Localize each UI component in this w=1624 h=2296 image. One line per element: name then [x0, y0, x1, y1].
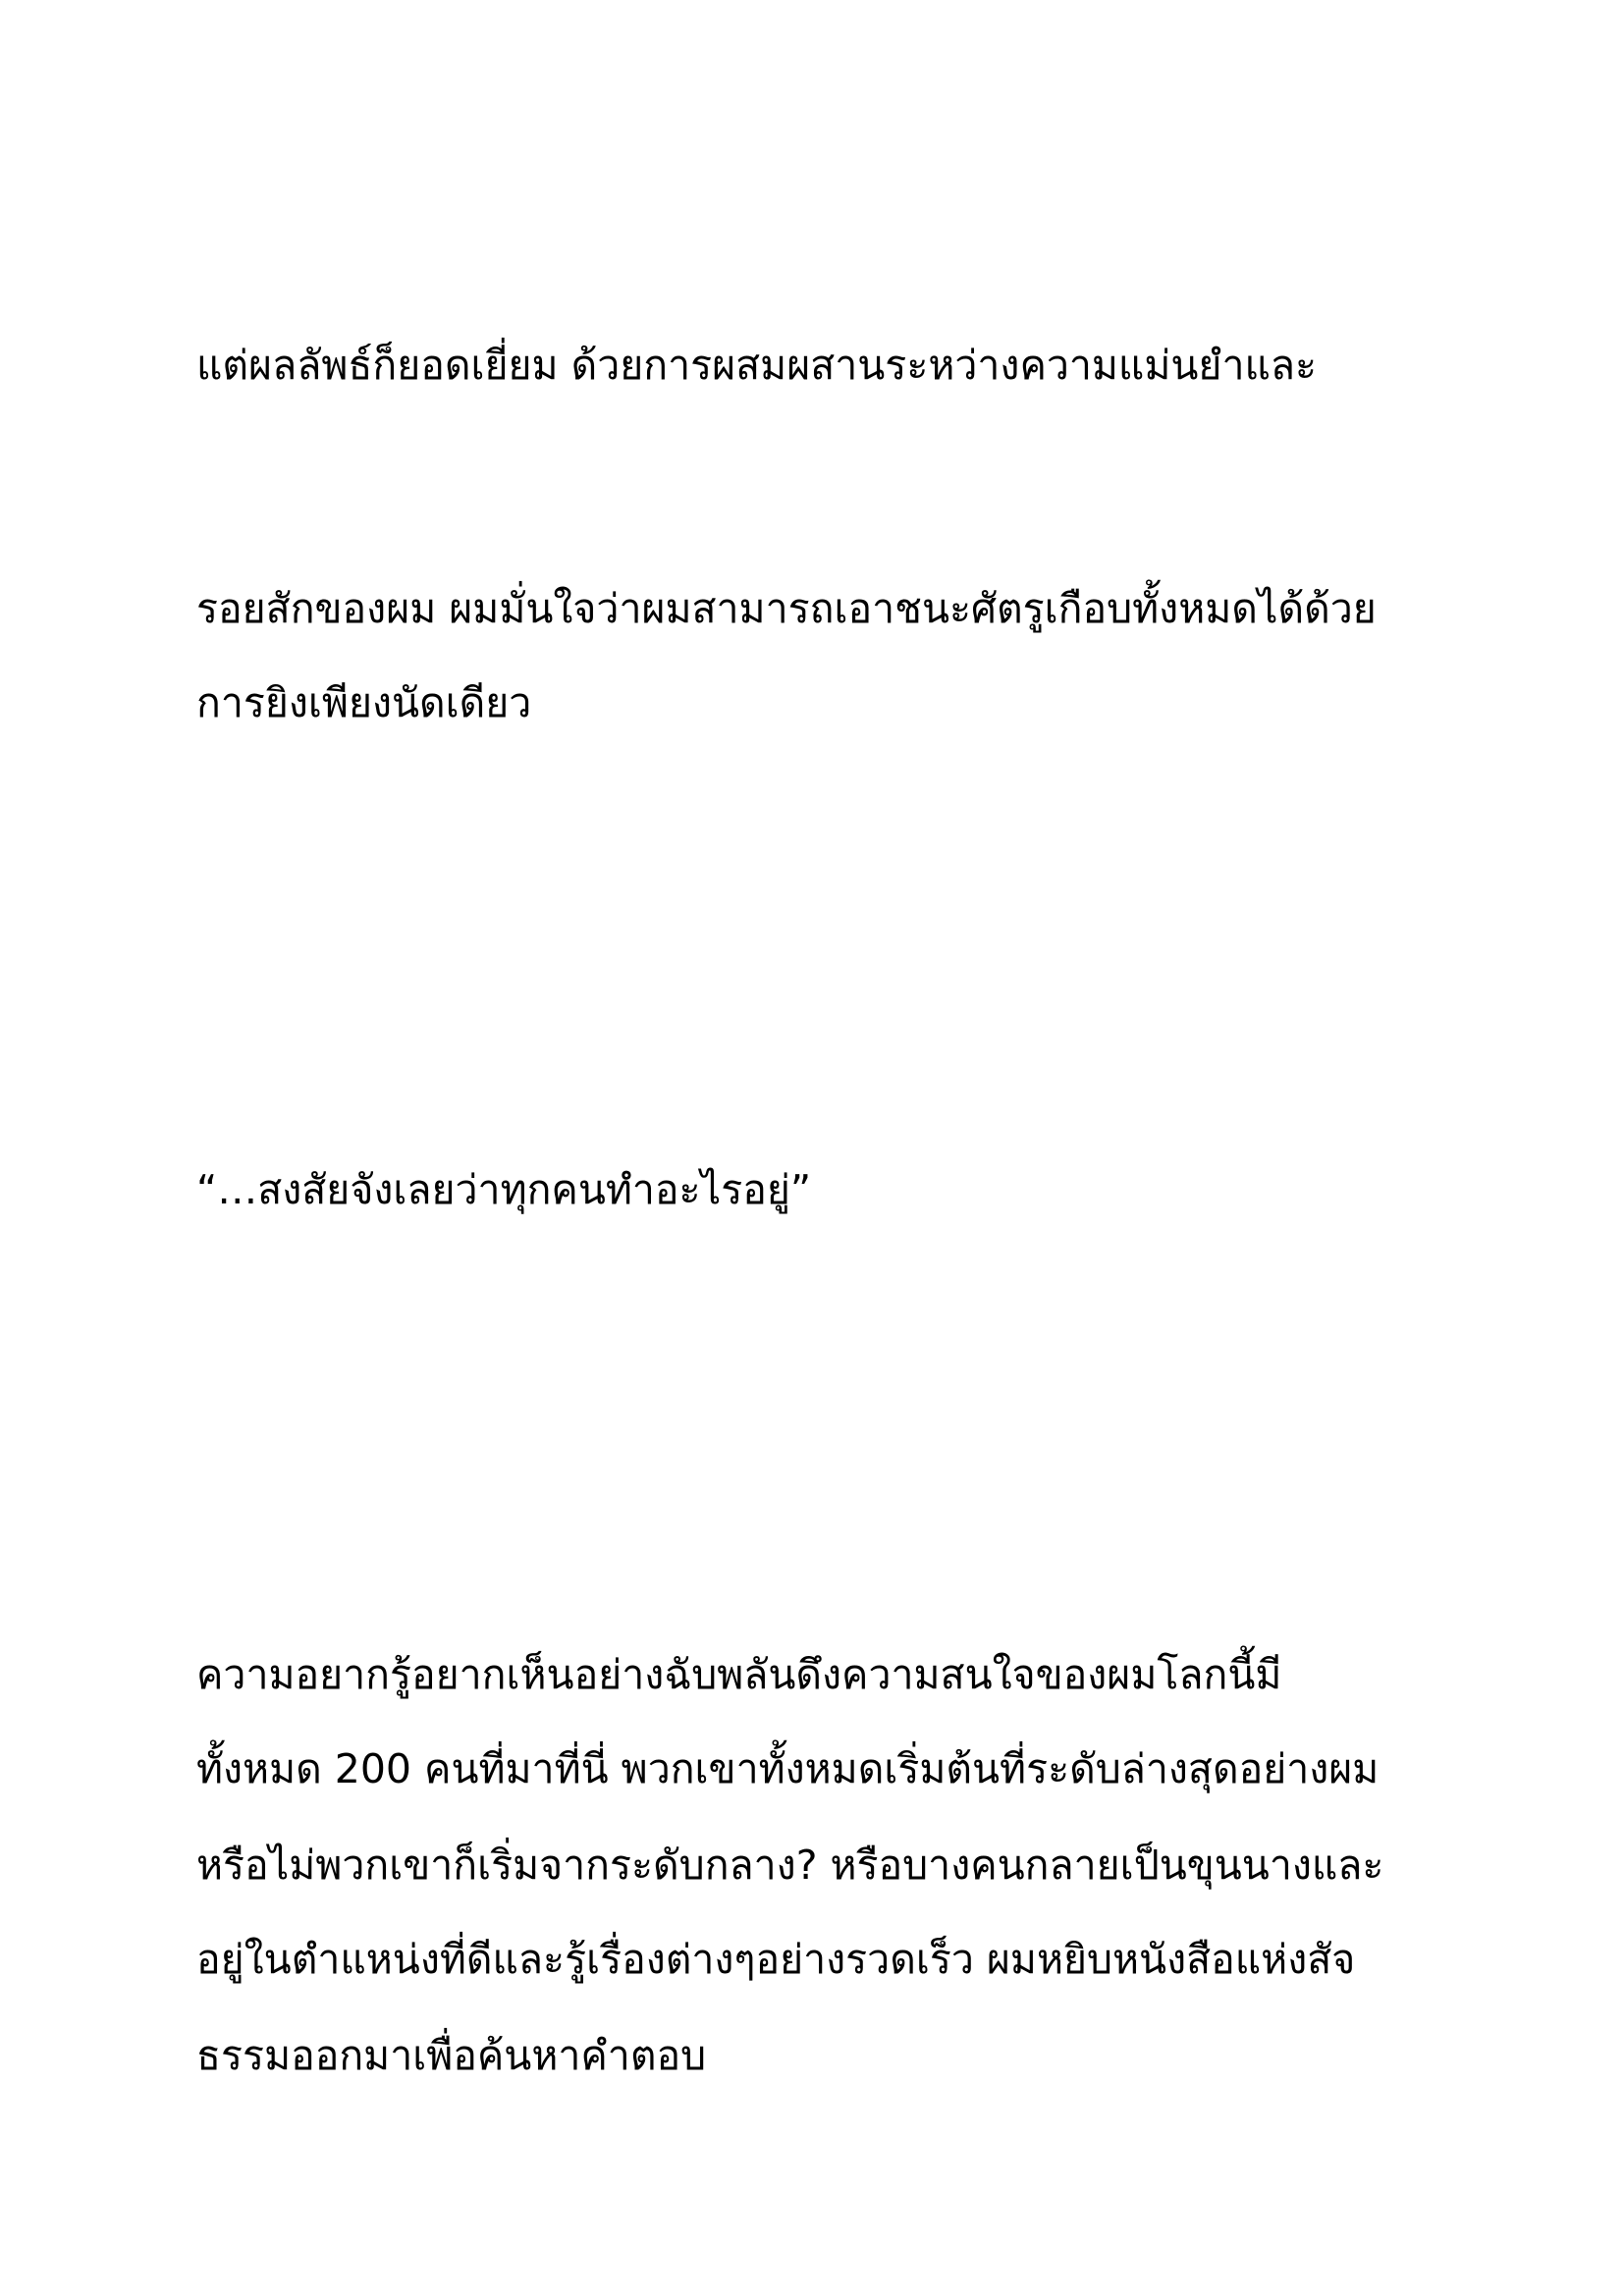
dialogue-line: “…สงสัยจังเลยว่าทุกคนทำอะไรอยู่” — [196, 1166, 812, 1213]
paragraph-3-line-2: ทั้งหมด 200 คนที่มาที่นี่ พวกเขาทั้งหมดเริ่มต้นที่ระดับล่างสุดอย่างผม — [196, 1745, 1380, 1792]
paragraph-3-line-3: หรือไม่พวกเขาก็เริ่มจากระดับกลาง? หรือบางคนกลายเป็นขุนนางและ — [196, 1842, 1384, 1889]
paragraph-3-line-4: อยู่ในตำแหน่งที่ดีและรู้เรื่องต่างๆอย่างรวดเร็ว ผมหยิบหนังสือแห่งสัจ — [196, 1936, 1356, 1983]
paragraph-2-line-2: การยิงเพียงนัดเดียว — [196, 679, 532, 726]
paragraph-3-line-5: ธรรมออกมาเพื่อค้นหาคำตอบ — [196, 2032, 707, 2079]
paragraph-2-line-1: รอยสักของผม ผมมั่นใจว่าผมสามารถเอาชนะศัตรูเกือบทั้งหมดได้ด้วย — [196, 585, 1377, 632]
paragraph-3-line-1: ความอยากรู้อยากเห็นอย่างฉับพลันดึงความสนใจของผมโลกนี้มี — [196, 1651, 1282, 1698]
paragraph-1-line-1: แต่ผลลัพธ์ก็ยอดเยี่ยม ด้วยการผสมผสานระหว่างความแม่นยำและ — [196, 342, 1318, 389]
